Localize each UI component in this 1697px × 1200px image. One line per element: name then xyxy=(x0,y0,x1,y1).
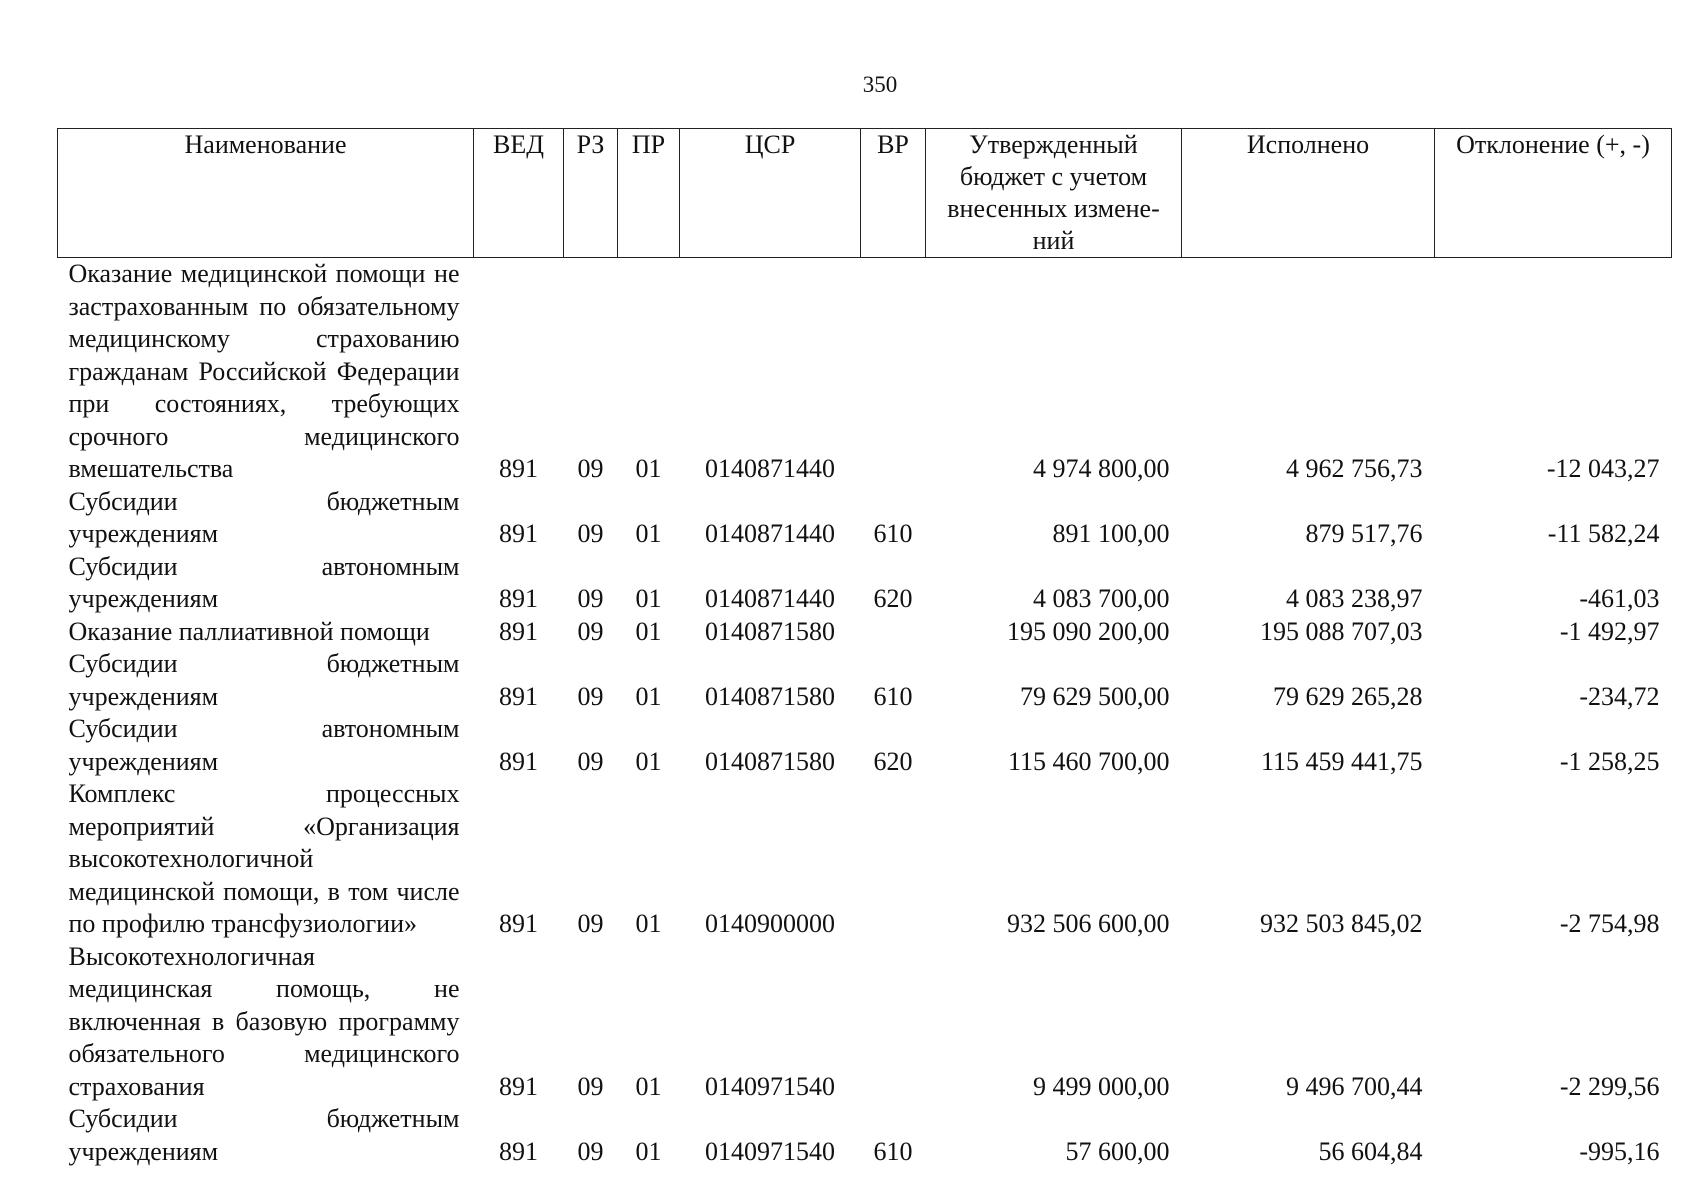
cell-csr: 0140900000 xyxy=(705,909,835,938)
cell-csr: 0140871580 xyxy=(705,616,835,646)
cell-ved: 891 xyxy=(499,746,538,776)
cell-approved: 79 629 500,00 xyxy=(1020,681,1170,711)
cell-approved: 932 506 600,00 xyxy=(1007,909,1170,938)
cell-pr: 01 xyxy=(635,681,662,711)
header-pr: ПР xyxy=(618,129,680,258)
cell-name: Субсидии бюджетным учреждениям xyxy=(68,649,460,711)
table-row xyxy=(58,551,1672,616)
cell-vr: 610 xyxy=(873,519,913,548)
cell-executed: 115 459 441,75 xyxy=(1260,746,1423,776)
cell-vr: 610 xyxy=(873,1136,913,1166)
cell-executed: 79 629 265,28 xyxy=(1273,681,1423,711)
cell-vr: 610 xyxy=(873,681,913,711)
cell-approved: 195 090 200,00 xyxy=(1007,616,1170,646)
cell-executed: 4 083 238,97 xyxy=(1286,584,1423,613)
table-row xyxy=(58,713,1672,778)
cell-vr xyxy=(861,941,926,1104)
table-row xyxy=(58,778,1672,941)
cell-csr: 0140871440 xyxy=(705,584,835,613)
cell-vr xyxy=(861,778,926,941)
cell-vr xyxy=(861,616,926,649)
header-approved-budget: Утвержденный бюджет с учетом внесенных измене-ний xyxy=(926,129,1182,258)
cell-ved: 891 xyxy=(499,1136,538,1166)
cell-ved: 891 xyxy=(499,454,538,483)
cell-vr: 620 xyxy=(873,746,913,776)
page-number: 350 xyxy=(862,72,898,97)
table-row xyxy=(58,486,1672,551)
cell-deviation: -2 299,56 xyxy=(1559,1071,1660,1101)
cell-approved: 57 600,00 xyxy=(1065,1136,1170,1166)
cell-vr xyxy=(861,258,926,486)
table-row xyxy=(58,648,1672,713)
cell-name: Субсидии автономным учреждениям xyxy=(68,551,460,613)
cell-pr: 01 xyxy=(635,519,662,548)
cell-ved: 891 xyxy=(499,584,538,613)
cell-csr: 0140971540 xyxy=(705,1136,835,1166)
cell-ved: 891 xyxy=(499,1071,538,1101)
cell-name: Субсидии автономным учреждениям xyxy=(68,714,460,776)
cell-rz: 09 xyxy=(577,519,604,548)
cell-deviation: -1 492,97 xyxy=(1559,616,1660,646)
cell-executed: 932 503 845,02 xyxy=(1260,909,1423,938)
table-header-row xyxy=(58,129,1672,258)
cell-rz: 09 xyxy=(577,616,604,646)
table-row xyxy=(58,258,1672,486)
cell-approved: 891 100,00 xyxy=(1052,519,1170,548)
cell-approved: 4 083 700,00 xyxy=(1033,584,1170,613)
cell-deviation: -234,72 xyxy=(1579,681,1660,711)
cell-approved: 115 460 700,00 xyxy=(1007,746,1170,776)
cell-rz: 09 xyxy=(577,1071,604,1101)
cell-pr: 01 xyxy=(635,584,662,613)
cell-approved: 9 499 000,00 xyxy=(1033,1071,1170,1101)
cell-rz: 09 xyxy=(577,746,604,776)
cell-pr: 01 xyxy=(635,909,662,938)
cell-name: Комплекс процессных мероприятий «Организация высокотехнологичной медицинской помощи, в том числе по профилю трансфузиологии» xyxy=(68,779,460,938)
cell-csr: 0140871580 xyxy=(705,681,835,711)
cell-executed: 879 517,76 xyxy=(1305,519,1423,548)
table-row xyxy=(58,941,1672,1104)
cell-deviation: -1 258,25 xyxy=(1559,746,1660,776)
cell-rz: 09 xyxy=(577,1136,604,1166)
cell-executed: 4 962 756,73 xyxy=(1286,454,1423,483)
cell-name: Субсидии бюджетным учреждениям xyxy=(68,486,460,548)
cell-pr: 01 xyxy=(635,746,662,776)
table-row xyxy=(58,616,1672,649)
cell-rz: 09 xyxy=(577,909,604,938)
cell-executed: 9 496 700,44 xyxy=(1286,1071,1423,1101)
cell-ved: 891 xyxy=(499,909,538,938)
cell-rz: 09 xyxy=(577,584,604,613)
cell-approved: 4 974 800,00 xyxy=(1033,454,1170,483)
table-row xyxy=(58,1103,1672,1168)
header-csr: ЦСР xyxy=(680,129,861,258)
cell-name: Субсидии бюджетным учреждениям xyxy=(68,1104,460,1166)
cell-vr: 620 xyxy=(873,584,913,613)
header-ved: ВЕД xyxy=(474,129,564,258)
cell-rz: 09 xyxy=(577,681,604,711)
cell-pr: 01 xyxy=(635,1071,662,1101)
header-name: Наименование xyxy=(58,129,474,258)
cell-deviation: -12 043,27 xyxy=(1546,454,1660,483)
header-vr: ВР xyxy=(861,129,926,258)
budget-execution-table xyxy=(57,128,1672,1168)
header-rz: РЗ xyxy=(564,129,618,258)
cell-executed: 195 088 707,03 xyxy=(1260,616,1423,646)
cell-csr: 0140871580 xyxy=(705,746,835,776)
cell-ved: 891 xyxy=(499,616,538,646)
cell-ved: 891 xyxy=(499,519,538,548)
cell-name: Высокотехнологичная медицинская помощь, не включенная в базовую программу обязательного медицинского страхования xyxy=(68,941,460,1101)
header-deviation: Отклонение (+, -) xyxy=(1435,129,1672,258)
header-executed: Исполнено xyxy=(1182,129,1435,258)
cell-pr: 01 xyxy=(635,616,662,646)
cell-ved: 891 xyxy=(499,681,538,711)
cell-name: Оказание паллиативной помощи xyxy=(68,616,430,646)
cell-csr: 0140871440 xyxy=(705,454,835,483)
cell-deviation: -11 582,24 xyxy=(1547,519,1660,548)
cell-pr: 01 xyxy=(635,454,662,483)
cell-pr: 01 xyxy=(635,1136,662,1166)
cell-name: Оказание медицинской помощи не застрахованным по обязательному медицинскому страхованию гражданам Российской Федерации при состояниях, требующих срочного медицинского вмешательства xyxy=(68,259,460,483)
cell-executed: 56 604,84 xyxy=(1318,1136,1423,1166)
cell-rz: 09 xyxy=(577,454,604,483)
cell-csr: 0140871440 xyxy=(705,519,835,548)
cell-deviation: -461,03 xyxy=(1579,584,1660,613)
cell-deviation: -2 754,98 xyxy=(1559,909,1660,938)
cell-csr: 0140971540 xyxy=(705,1071,835,1101)
cell-deviation: -995,16 xyxy=(1579,1136,1660,1166)
